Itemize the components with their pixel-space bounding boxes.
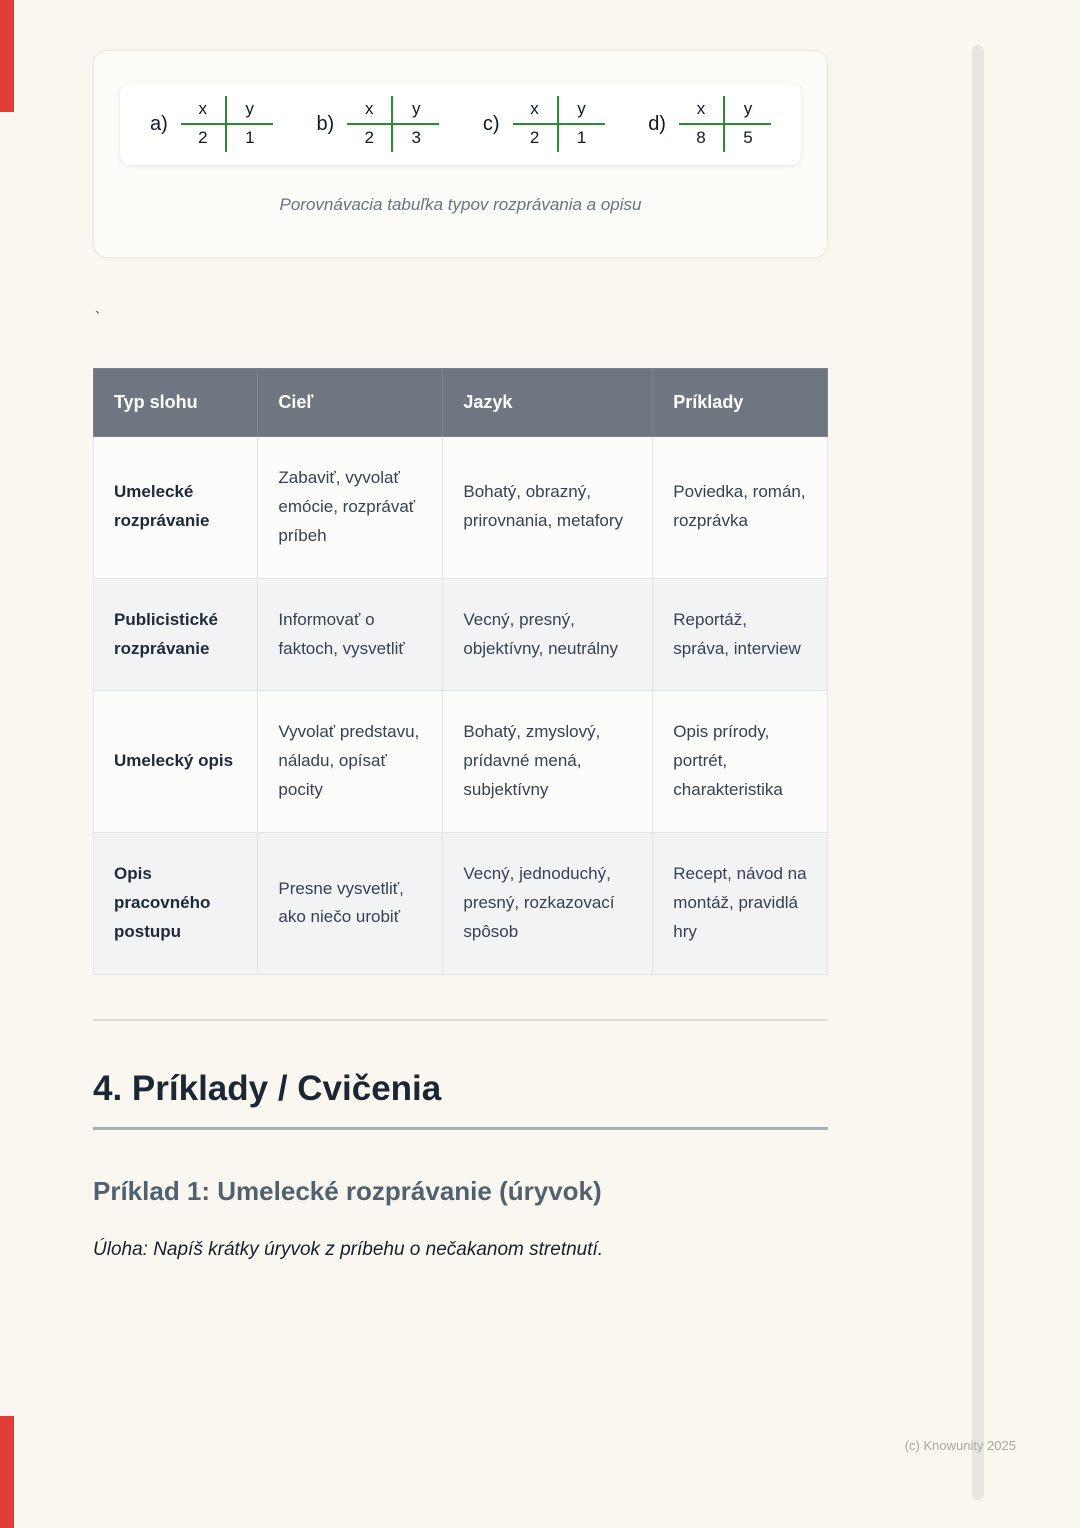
- page-edge-marker-bottom: [0, 1416, 14, 1528]
- xy-table: [513, 96, 605, 152]
- xy-header-cell: y: [559, 96, 605, 125]
- table-cell: Bohatý, zmyslový, prídavné mená, subjektívny: [443, 691, 653, 833]
- xy-value-cell: 2: [513, 125, 559, 152]
- scrollbar[interactable]: [972, 45, 984, 1500]
- figure-caption: Porovnávacia tabuľka typov rozprávania a opisu: [279, 195, 642, 214]
- column-header-ciel: Cieľ: [258, 369, 443, 437]
- copyright-text: (c) Knowunity 2025: [904, 1438, 1016, 1453]
- xy-table-label: d): [648, 112, 666, 135]
- table-cell: Poviedka, román, rozprávka: [653, 437, 828, 579]
- document-content: [93, 0, 828, 1261]
- xy-value-cell: 1: [245, 128, 255, 147]
- xy-value-cell: 3: [411, 128, 421, 147]
- table-cell: Opis prírody, portrét, charakteristika: [653, 691, 828, 833]
- xy-header-cell: y: [393, 96, 439, 125]
- table-cell: Recept, návod na montáž, pravidlá hry: [653, 833, 828, 975]
- table-cell: Vecný, presný, objektívny, neutrálny: [443, 578, 653, 691]
- table-row: [94, 833, 828, 975]
- xy-value-cell: 8: [679, 125, 725, 152]
- table-cell: Zabaviť, vyvolať emócie, rozprávať príbeh: [258, 437, 443, 579]
- table-cell: Vecný, jednoduchý, presný, rozkazovací spôsob: [443, 833, 653, 975]
- xy-table-b: [316, 96, 439, 152]
- stray-character: `: [95, 310, 101, 327]
- xy-value-cell: 1: [576, 128, 587, 147]
- page-edge-marker-top: [0, 0, 14, 112]
- table-row: [94, 578, 828, 691]
- table-cell: Reportáž, správa, interview: [653, 578, 828, 691]
- table-cell: Publicistické rozprávanie: [94, 578, 258, 691]
- xy-table-label: c): [482, 112, 500, 135]
- xy-tables-panel: [120, 83, 801, 165]
- xy-header-cell: x: [513, 96, 559, 125]
- table-cell: Informovať o faktoch, vysvetliť: [258, 578, 443, 691]
- subsection-heading: Príklad 1: Umelecké rozprávanie (úryvok): [93, 1175, 602, 1206]
- xy-value-cell: 2: [181, 125, 227, 152]
- table-cell: Vyvolať predstavu, náladu, opísať pocity: [258, 691, 443, 833]
- xy-table: [679, 96, 771, 152]
- xy-table-label: b): [316, 112, 335, 135]
- table-header-row: [94, 369, 828, 437]
- section-divider: [93, 1019, 828, 1021]
- figure-card: [93, 50, 828, 258]
- column-header-typ-slohu: Typ slohu: [94, 369, 258, 437]
- xy-table-label: a): [150, 112, 168, 135]
- column-header-jazyk: Jazyk: [443, 369, 653, 437]
- section-heading: 4. Príklady / Cvičenia: [93, 1068, 442, 1108]
- xy-table-d: [648, 96, 771, 152]
- xy-header-cell: x: [679, 96, 725, 125]
- xy-table: [181, 96, 273, 152]
- xy-header-cell: x: [347, 96, 393, 125]
- table-cell: Bohatý, obrazný, prirovnania, metafory: [443, 437, 653, 579]
- table-cell: Umelecký opis: [94, 691, 258, 833]
- xy-header-cell: x: [181, 96, 227, 125]
- comparison-table: [93, 368, 828, 975]
- task-text: Úloha: Napíš krátky úryvok z príbehu o nečakanom stretnutí.: [93, 1238, 604, 1260]
- table-cell: Umelecké rozprávanie: [94, 437, 258, 579]
- xy-value-cell: 5: [743, 128, 753, 147]
- xy-table-c: [483, 96, 605, 152]
- table-row: [94, 691, 828, 833]
- heading-underline: [93, 1127, 828, 1130]
- table-cell: Presne vysvetliť, ako niečo urobiť: [258, 833, 443, 975]
- xy-header-cell: y: [227, 96, 273, 125]
- xy-table: [347, 96, 439, 152]
- table-cell: Opis pracovného postupu: [94, 833, 258, 975]
- xy-value-cell: 2: [347, 125, 393, 152]
- table-row: [94, 437, 828, 579]
- column-header-priklady: Príklady: [653, 369, 828, 437]
- xy-header-cell: y: [725, 96, 771, 125]
- xy-table-a: [150, 96, 273, 152]
